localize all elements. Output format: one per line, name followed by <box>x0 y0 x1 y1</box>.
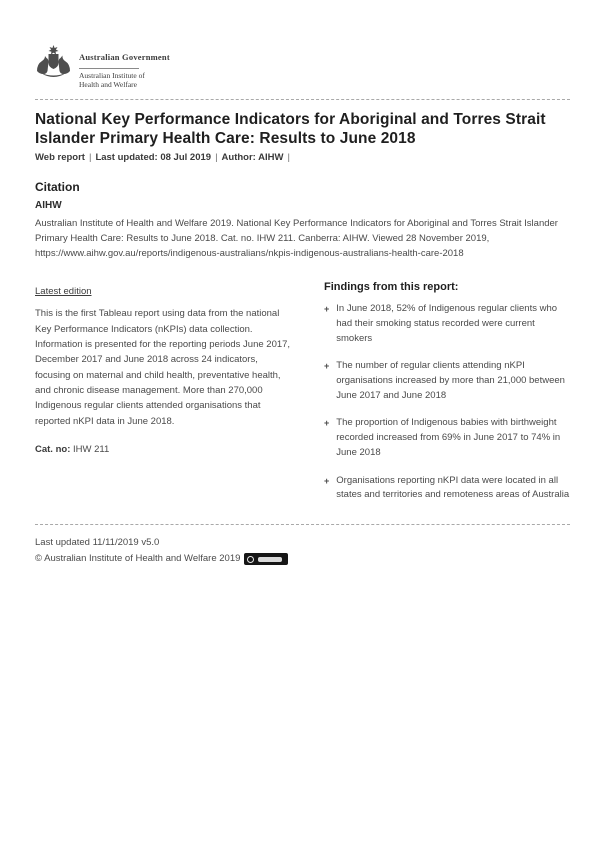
citation-url-link[interactable]: https://www.aihw.gov.au/reports/indigenous-australians/nkpis-indigenous-australians-health-care-2018 <box>35 247 464 259</box>
cc-license-bar <box>258 557 282 562</box>
gov-name-label: Australian Government <box>79 52 170 62</box>
coat-of-arms-icon <box>35 45 72 79</box>
finding-item <box>324 416 570 460</box>
summary-column <box>35 281 292 516</box>
bullet-icon: + <box>324 361 330 372</box>
meta-separator: | <box>287 151 290 163</box>
findings-list <box>324 302 570 503</box>
meta-separator: | <box>215 151 218 163</box>
copyright-line <box>35 551 570 567</box>
report-type-label: Web report <box>35 151 85 163</box>
summary-columns <box>35 281 570 516</box>
finding-item <box>324 474 570 503</box>
bullet-icon: + <box>324 304 330 315</box>
catalogue-number-label: Cat. no: <box>35 444 71 456</box>
gov-divider <box>79 68 139 69</box>
bullet-icon: + <box>324 475 330 486</box>
summary-description: This is the first Tableau report using data from the national Key Performance Indicators (nKPIs) data collection. Information is presented for the reporting periods June 2017, December 2017 and June 2018 across 24 indicators, focusing on maternal and child health, preventative health, and chronic disease management. More than 270,000 Indigenous regular clients attended organisations that reported nKPI data in June 2018. <box>35 308 291 427</box>
finding-text: Organisations reporting nKPI data were located in all states and territories and remoteness areas of Australia <box>336 474 570 501</box>
meta-separator: | <box>88 151 92 163</box>
copyright-text: © Australian Institute of Health and Welfare 2019 <box>35 553 241 565</box>
gov-header-text <box>79 45 170 90</box>
finding-item <box>324 302 570 346</box>
footer-divider <box>35 524 570 525</box>
citation-heading: Citation <box>35 179 80 194</box>
findings-column <box>320 281 570 516</box>
finding-item <box>324 359 570 403</box>
finding-text: In June 2018, 52% of Indigenous regular clients who had their smoking status recorded were current smokers <box>336 303 558 344</box>
last-updated-label: Last updated: 08 Jul 2019 <box>95 151 212 163</box>
footer-last-updated: Last updated 11/11/2019 v5.0 <box>35 537 160 549</box>
cc-icon <box>247 556 254 563</box>
header-divider <box>35 99 570 100</box>
page-title: National Key Performance Indicators for Aboriginal and Torres Strait Islander Primary Health Care: Results to June 2018 <box>35 110 546 147</box>
cc-license-badge[interactable] <box>244 553 288 565</box>
citation-author: AIHW <box>35 199 62 211</box>
catalogue-number-value: IHW 211 <box>73 444 110 456</box>
finding-text: The proportion of Indigenous babies with birthweight recorded increased from 69% in June 2017 to 74% in June 2018 <box>336 417 561 458</box>
report-meta <box>35 152 570 163</box>
author-label: Author: AIHW <box>221 151 284 163</box>
catalogue-number <box>35 444 292 455</box>
page-footer <box>35 535 570 567</box>
gov-header <box>35 45 570 90</box>
finding-text: The number of regular clients attending nKPI organisations increased by more than 21,000 between June 2017 and June 2018 <box>336 360 565 401</box>
org-name-label: Australian Institute of Health and Welfare <box>79 71 145 90</box>
latest-edition-link[interactable]: Latest edition <box>35 286 92 298</box>
findings-heading: Findings from this report: <box>324 281 459 294</box>
bullet-icon: + <box>324 418 330 429</box>
citation-text: Australian Institute of Health and Welfare 2019. National Key Performance Indicators for Aboriginal and Torres Strait Islander Primary Health Care: Results to June 2018. Cat. no. IHW 211. Canberra: AIHW. Viewed 28 November 2019, https://www.aihw.gov.au/reports/indigenous-australians/nkpis-indigenous-australians-health-care-2018 <box>35 217 558 259</box>
